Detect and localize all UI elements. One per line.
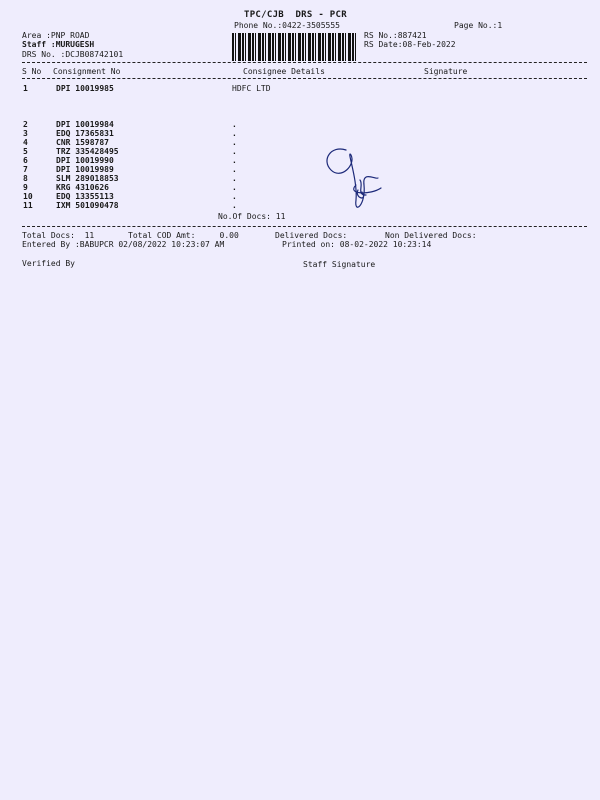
divider: [22, 78, 587, 79]
handwritten-signature: [316, 140, 386, 220]
divider: [22, 226, 587, 227]
row-sno: 7: [23, 165, 28, 174]
row-mark: .: [232, 192, 237, 201]
row-sno: 10: [23, 192, 33, 201]
phone-number: Phone No.:0422-3505555: [234, 21, 340, 30]
row-consignment: CNR 1598787: [56, 138, 109, 147]
area-label: Area :PNP ROAD: [22, 31, 90, 40]
row-mark: .: [232, 138, 237, 147]
non-delivered-docs: Non Delivered Docs:: [385, 231, 477, 240]
row-1-consignment: DPI 10019985: [56, 84, 114, 93]
row-consignment: IXM 501090478: [56, 201, 119, 210]
row-sno: 6: [23, 156, 28, 165]
row-consignment: TRZ 335428495: [56, 147, 119, 156]
number-of-docs: No.Of Docs: 11: [218, 212, 286, 221]
total-docs: Total Docs: 11: [22, 231, 95, 240]
row-mark: .: [232, 201, 237, 210]
row-consignment: EDQ 17365831: [56, 129, 114, 138]
column-signature: Signature: [424, 67, 468, 76]
entered-by: Entered By :BABUPCR 02/08/2022 10:23:07 AM: [22, 240, 225, 249]
rs-number: RS No.:887421: [364, 31, 427, 40]
row-sno: 4: [23, 138, 28, 147]
verified-by: Verified By: [22, 259, 75, 268]
row-mark: .: [232, 129, 237, 138]
row-sno: 2: [23, 120, 28, 129]
row-consignment: KRG 4310626: [56, 183, 109, 192]
row-consignment: EDQ 13355113: [56, 192, 114, 201]
column-consignee: Consignee Details: [243, 67, 325, 76]
staff-signature: Staff Signature: [303, 260, 376, 269]
row-mark: .: [232, 165, 237, 174]
printed-on: Printed on: 08-02-2022 10:23:14: [282, 240, 432, 249]
row-1-sno: 1: [23, 84, 28, 93]
column-consignment: Consignment No: [53, 67, 121, 76]
drs-number: DRS No. :DCJB08742101: [22, 50, 124, 59]
staff-label: Staff :MURUGESH: [22, 40, 95, 49]
rs-date: RS Date:08-Feb-2022: [364, 40, 456, 49]
row-mark: .: [232, 183, 237, 192]
row-consignment: DPI 10019990: [56, 156, 114, 165]
row-sno: 11: [23, 201, 33, 210]
row-1-consignee: HDFC LTD: [232, 84, 271, 93]
total-cod-amount: Total COD Amt: 0.00: [128, 231, 239, 240]
row-sno: 8: [23, 174, 28, 183]
row-mark: .: [232, 120, 237, 129]
page-number: Page No.:1: [454, 21, 503, 30]
barcode: [232, 33, 356, 61]
delivered-docs: Delivered Docs:: [275, 231, 348, 240]
row-consignment: DPI 10019989: [56, 165, 114, 174]
row-sno: 5: [23, 147, 28, 156]
row-mark: .: [232, 156, 237, 165]
row-consignment: DPI 10019984: [56, 120, 114, 129]
row-sno: 9: [23, 183, 28, 192]
row-consignment: SLM 289018853: [56, 174, 119, 183]
divider: [22, 62, 587, 63]
column-sno: S No: [22, 67, 42, 76]
row-mark: .: [232, 147, 237, 156]
row-mark: .: [232, 174, 237, 183]
document-title: TPC/CJB DRS - PCR: [244, 10, 347, 20]
row-sno: 3: [23, 129, 28, 138]
